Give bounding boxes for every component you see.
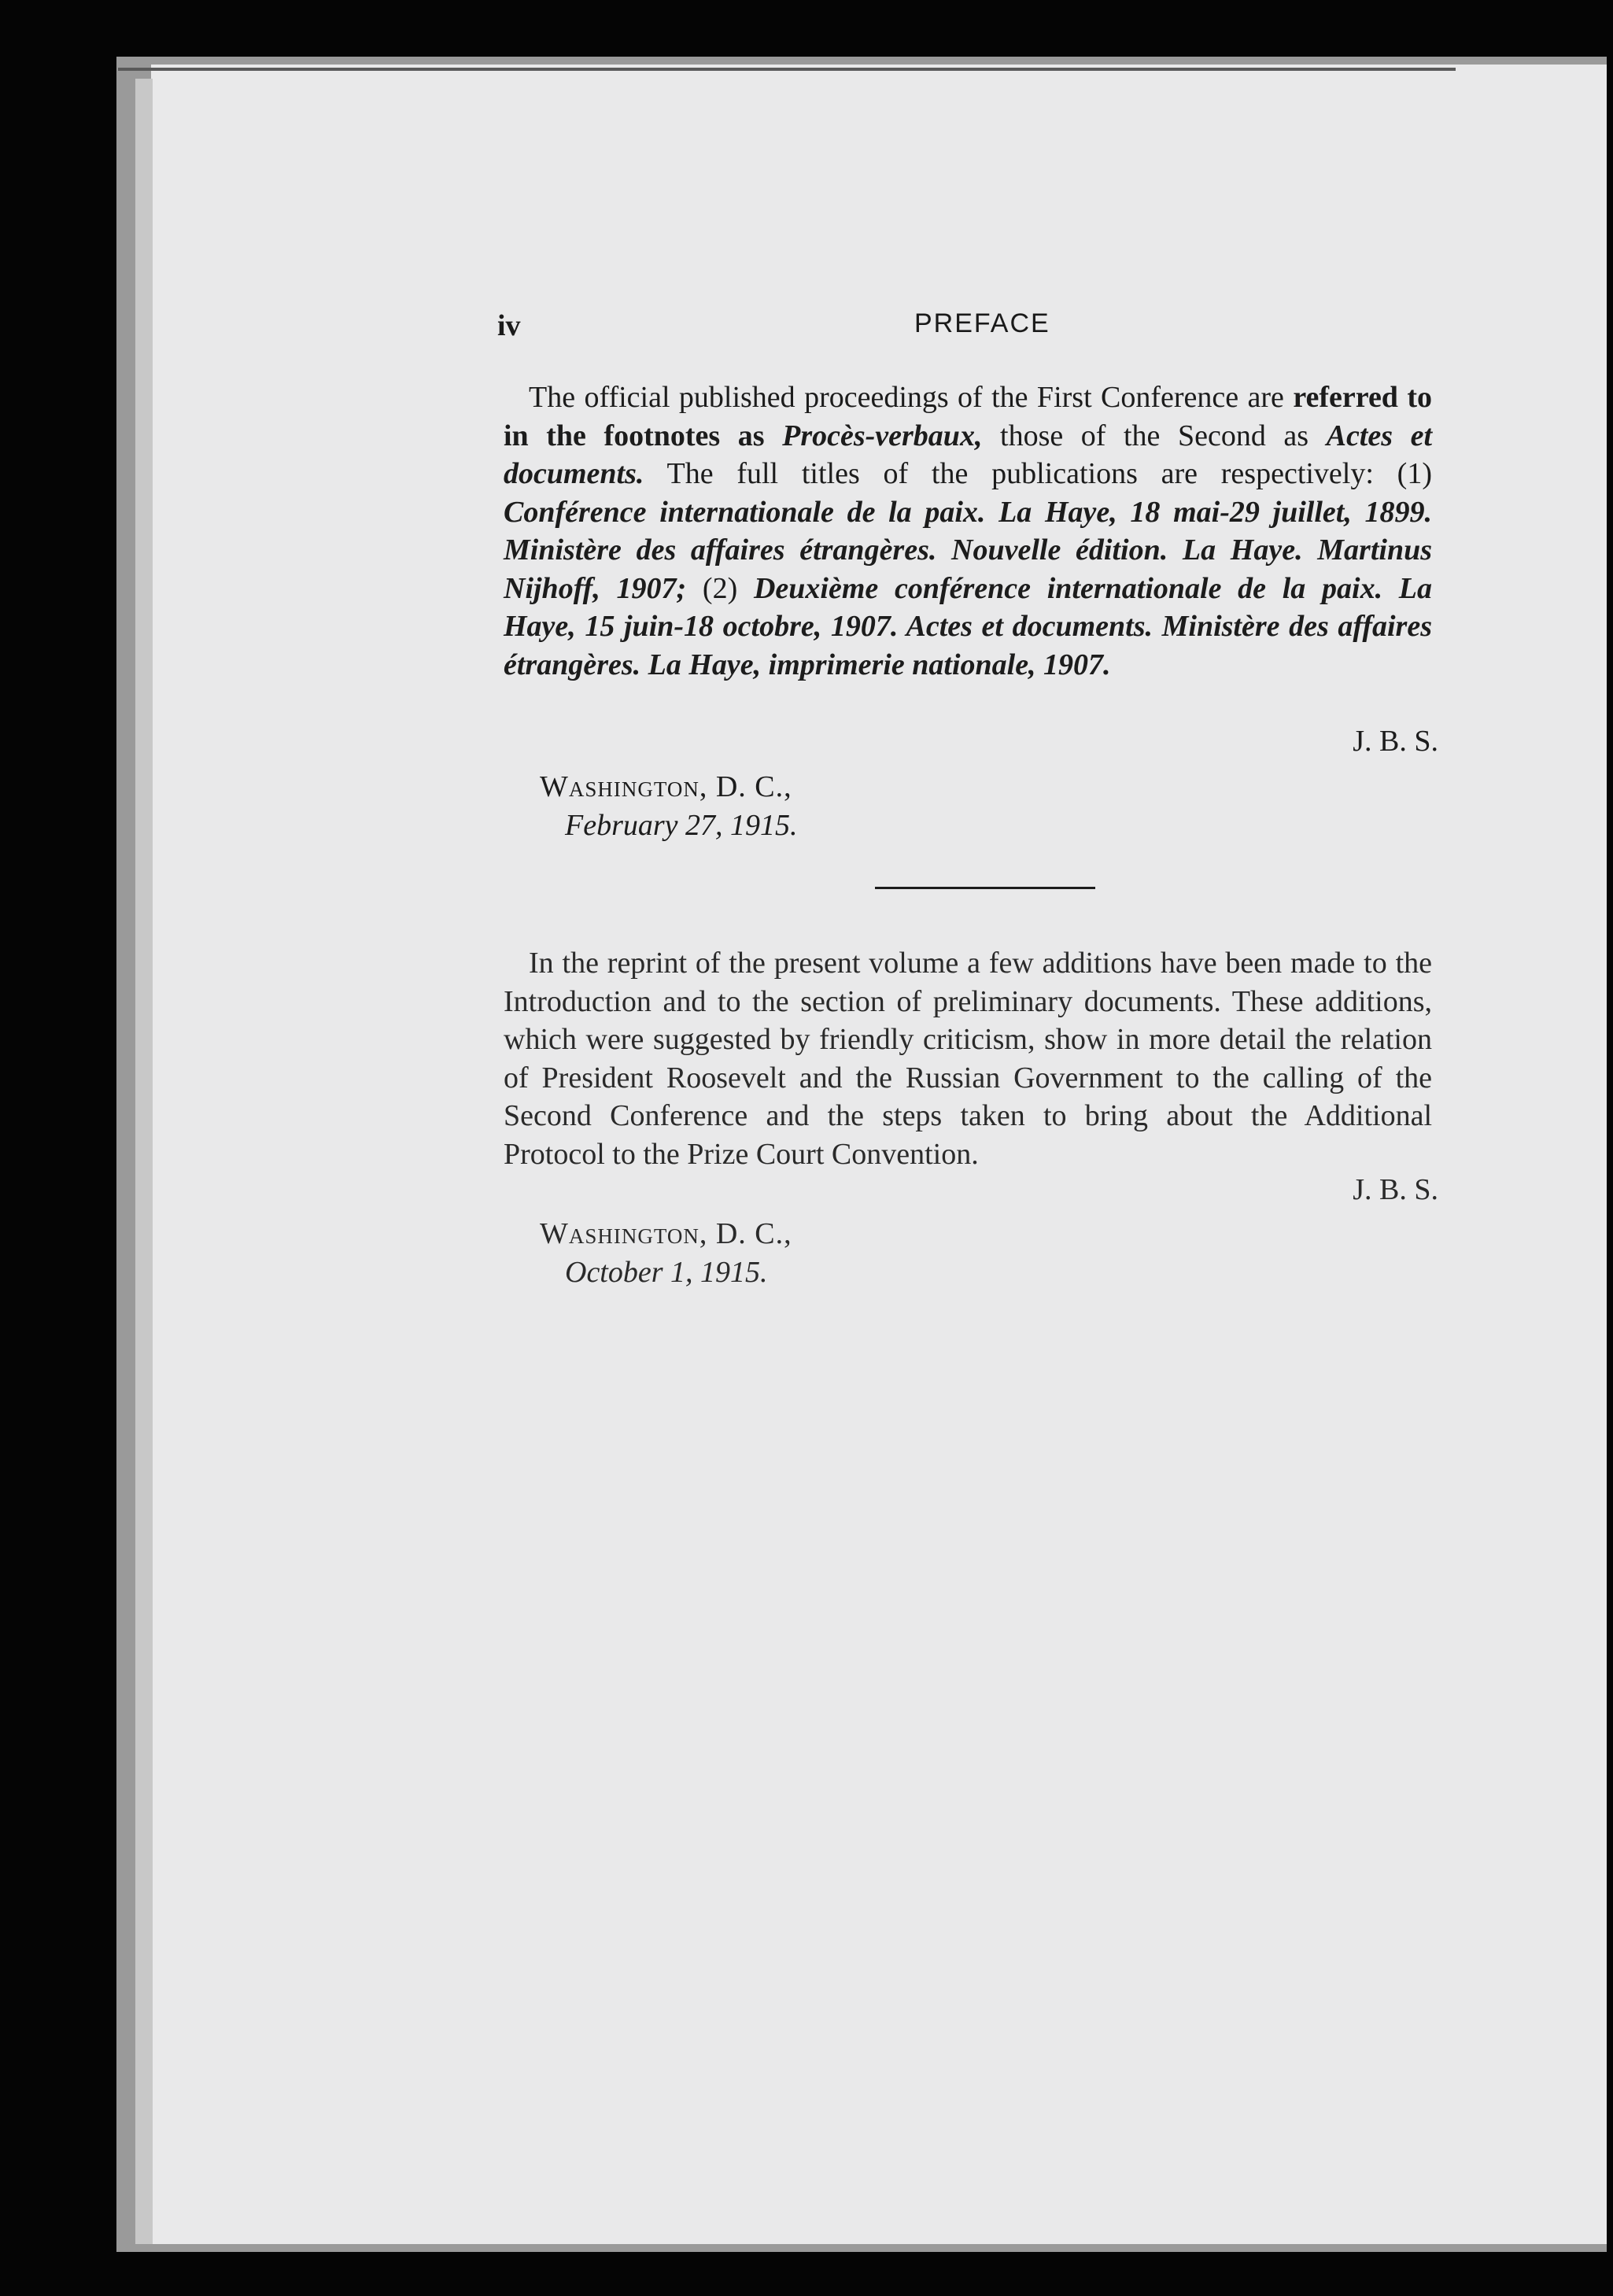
- signature-place-1: Washington, D. C.,: [540, 770, 792, 803]
- signature-initials-1: J. B. S.: [1353, 725, 1438, 758]
- p1-seg-6: Conférence internationale de la paix. La Haye, 18 mai-29 juillet, 1899. Ministère des affaires étrangères. Nouvelle édition. La Haye. Martinus Nijhoff, 1907;: [504, 495, 1432, 605]
- page-number: iv: [497, 309, 521, 342]
- signature-place-2: Washington, D. C.,: [540, 1217, 792, 1250]
- preface-paragraph-2: In the reprint of the present volume a few additions have been made to the Introduction and to the section of preliminary documents. These additions, which were suggested by friendly criticism, show in more detail the relation of President Roosevelt and the Russian Government to the calling of the Second Conference and the steps taken to bring about the Additional Protocol to the Prize Court Convention.: [504, 947, 1432, 1171]
- p1-seg-4: Actes et documents.: [504, 419, 1432, 490]
- p1-seg-1: referred to in the footnotes as: [504, 381, 1432, 452]
- signature-date-1: February 27, 1915.: [565, 809, 798, 842]
- p1-seg-7: (2): [686, 571, 754, 605]
- p1-seg-3: those of the Second as: [982, 419, 1327, 452]
- page-top-edge: [118, 68, 1456, 71]
- section-divider: [875, 887, 1095, 889]
- signature-initials-2: J. B. S.: [1353, 1173, 1438, 1206]
- p1-seg-8: Deuxième conférence internationale de la paix. La Haye, 15 juin-18 octobre, 1907. Actes et documents. Ministère des affaires étrangères. La Haye, imprimerie nationale, 1907.: [504, 571, 1433, 681]
- page-gutter: [135, 79, 153, 2244]
- signature-date-2: October 1, 1915.: [565, 1256, 768, 1289]
- p1-seg-2: Procès-verbaux,: [782, 419, 983, 452]
- p1-seg-0: The official published proceedings of the First Conference are: [529, 381, 1294, 414]
- p1-seg-5: The full titles of the publications are respectively: (1): [644, 457, 1432, 490]
- running-head: PREFACE: [914, 308, 1050, 338]
- preface-paragraph-1: [504, 378, 1432, 684]
